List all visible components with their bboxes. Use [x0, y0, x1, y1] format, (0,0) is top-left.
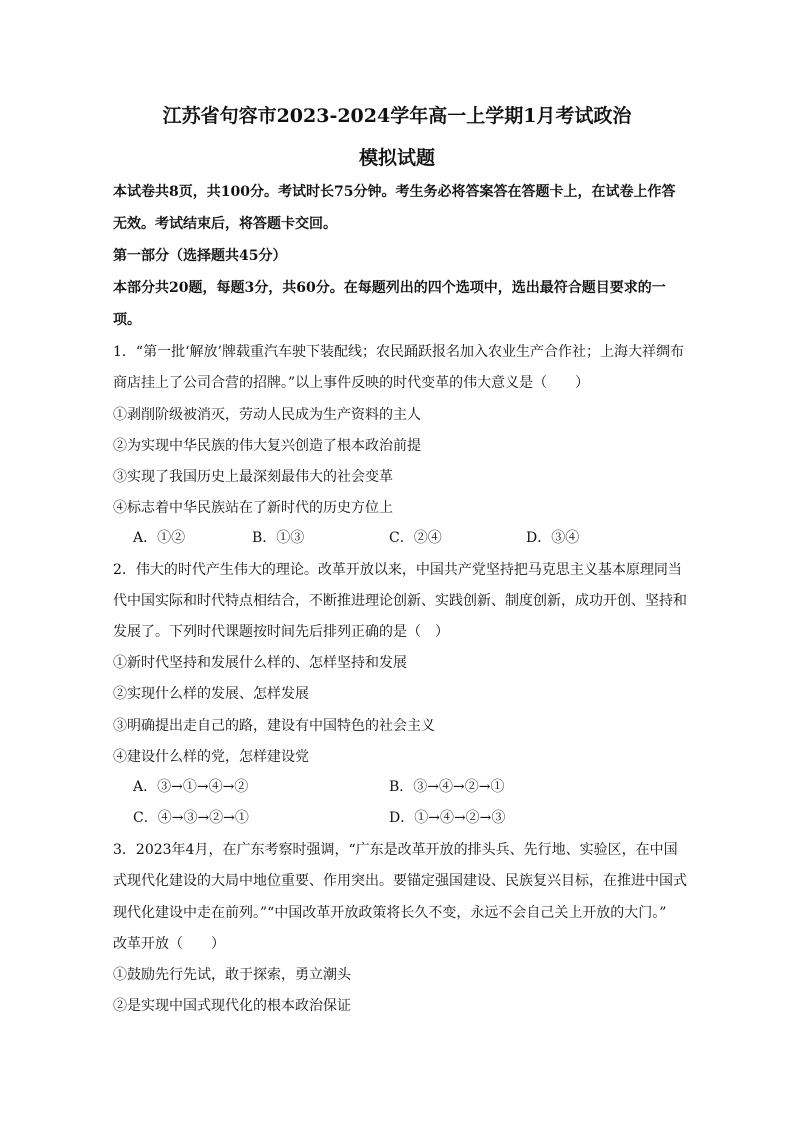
- question-2-option-c: C．④→③→②→①: [133, 810, 249, 826]
- question-1-option-c: C．②④: [389, 530, 442, 546]
- part1-description: 本部分共20题，每题3分，共60分。在每题列出的四个选项中，选出最符合题目要求的一: [113, 280, 666, 296]
- question-1-item: ③实现了我国历史上最深刻最伟大的社会变革: [113, 469, 393, 485]
- exam-title: 江苏省句容市2023-2024学年高一上学期1月考试政治: [162, 105, 632, 127]
- question-1-item: ②为实现中华民族的伟大复兴创造了根本政治前提: [113, 438, 421, 454]
- part1-heading: 第一部分（选择题共45分）: [113, 248, 287, 264]
- part1-description: 项。: [113, 312, 141, 328]
- question-3-stem: 现代化建设中走在前列。”“中国改革开放政策将长久不变，永远不会自己关上开放的大门。”: [113, 905, 667, 921]
- intro-text: 本试卷共8页，共100分。考试时长75分钟。考生务必将答案答在答题卡上，在试卷上作答: [113, 184, 676, 200]
- exam-subtitle: 模拟试题: [358, 147, 435, 169]
- question-3-stem: 改革开放（ ）: [113, 936, 225, 952]
- question-1-option-d: D．③④: [526, 530, 580, 546]
- question-2-option-b: B．③→④→②→①: [389, 779, 505, 795]
- question-2-stem: 发展了。下列时代课题按时间先后排列正确的是（ ）: [113, 624, 449, 640]
- question-1-item: ①剥削阶级被消灭，劳动人民成为生产资料的主人: [113, 407, 421, 423]
- question-1-option-a: A．①②: [133, 530, 186, 546]
- question-3-item: ②是实现中国式现代化的根本政治保证: [113, 998, 351, 1014]
- question-3-stem: 3．2023年4月，在广东考察时强调，“广东是改革开放的排头兵、先行地、实验区，在中国: [113, 842, 678, 858]
- question-2-option-d: D．①→④→②→③: [389, 810, 506, 826]
- question-2-item: ①新时代坚持和发展什么样的、怎样坚持和发展: [113, 655, 407, 671]
- question-1-stem: 1．“第一批‘解放’牌载重汽车驶下装配线；农民踊跃报名加入农业生产合作社；上海大祥绸布: [113, 344, 684, 360]
- question-1-stem: 商店挂上了公司合营的招牌。”以上事件反映的时代变革的伟大意义是（ ）: [113, 375, 590, 391]
- question-3-stem: 式现代化建设的大局中地位重要、作用突出。要锚定强国建设、民族复兴目标，在推进中国式: [113, 873, 687, 889]
- question-2-item: ③明确提出走自己的路，建设有中国特色的社会主义: [113, 718, 435, 734]
- question-1-item: ④标志着中华民族站在了新时代的历史方位上: [113, 500, 393, 516]
- question-3-item: ①鼓励先行先试，敢于探索，勇立潮头: [113, 967, 351, 983]
- question-2-stem: 代中国实际和时代特点相结合，不断推进理论创新、实践创新、制度创新，成功开创、坚持和: [113, 593, 687, 609]
- question-2-option-a: A．③→①→④→②: [133, 779, 249, 795]
- intro-text: 无效。考试结束后，将答题卡交回。: [113, 216, 337, 232]
- question-1-option-b: B．①③: [252, 530, 305, 546]
- question-2-item: ④建设什么样的党，怎样建设党: [113, 749, 309, 765]
- question-2-stem: 2．伟大的时代产生伟大的理论。改革开放以来，中国共产党坚持把马克思主义基本原理同当: [113, 562, 682, 578]
- question-2-item: ②实现什么样的发展、怎样发展: [113, 686, 309, 702]
